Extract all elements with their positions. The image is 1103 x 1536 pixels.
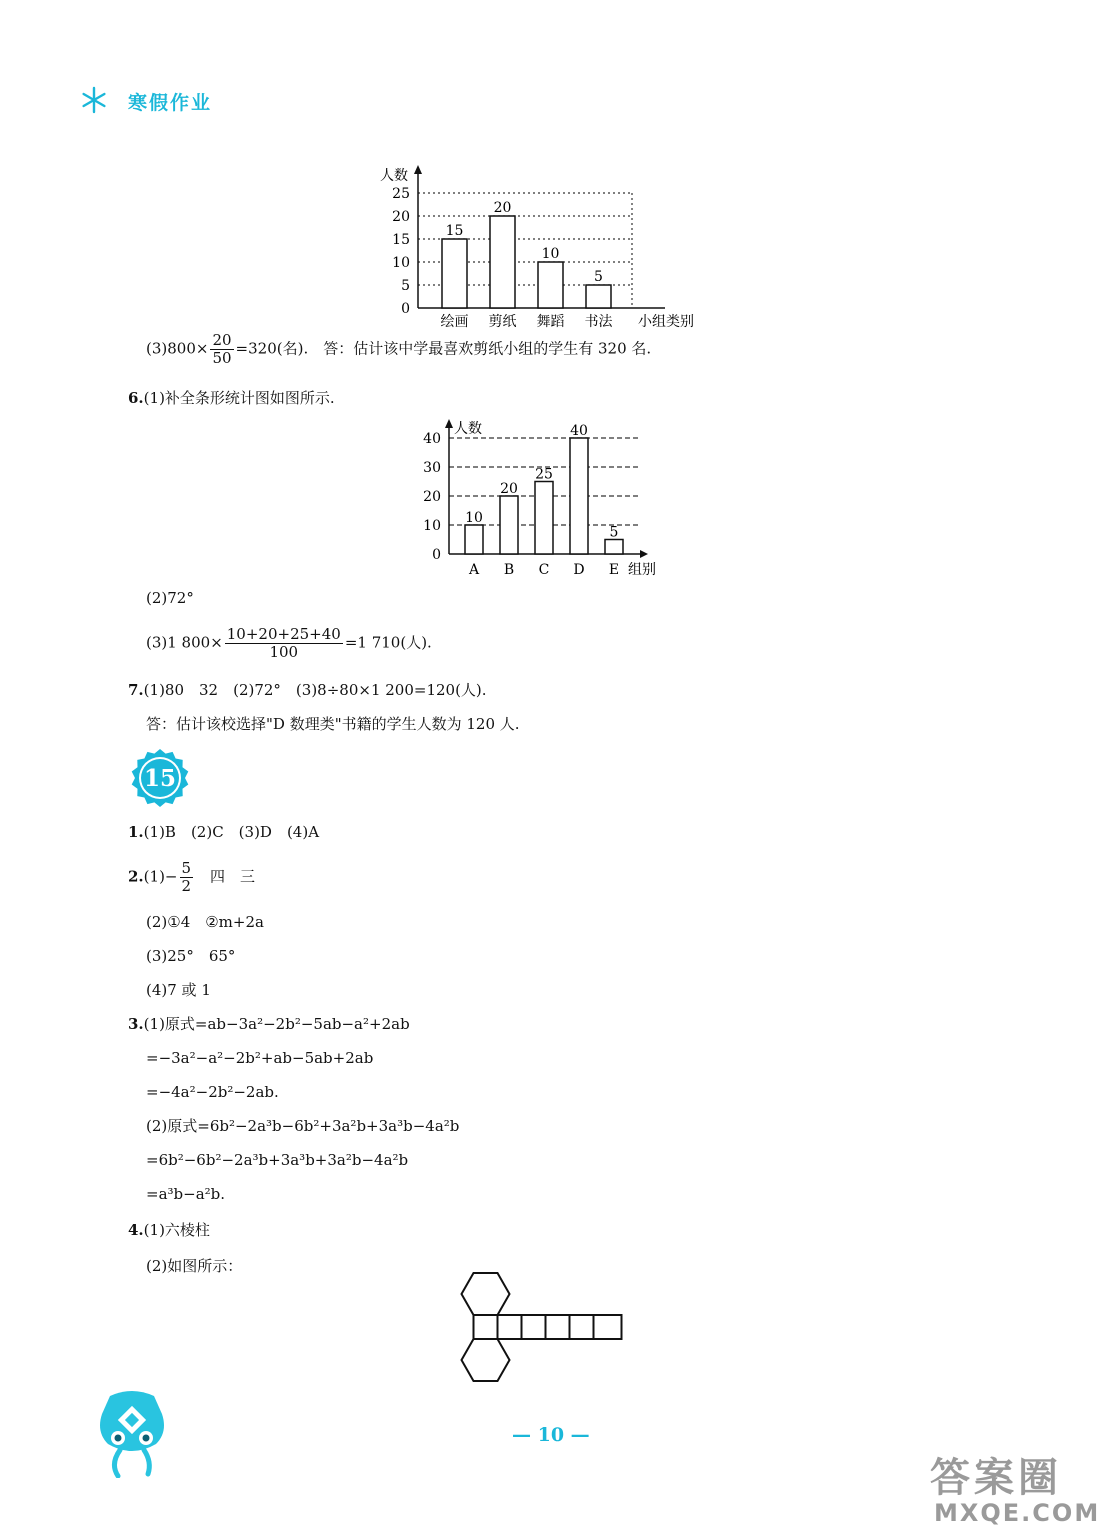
bar-value-label: 20 [500, 481, 518, 497]
q6-part1 [128, 388, 335, 408]
fraction-denominator: 50 [212, 349, 232, 367]
top-hexagon [462, 1273, 510, 1315]
x-category-label: 书法 [584, 314, 613, 330]
fraction-numerator: 5 [181, 859, 192, 877]
bar-value-label: 40 [570, 423, 588, 439]
y-axis-arrow [445, 419, 453, 428]
x-axis-title: 组别 [628, 562, 656, 578]
x-category-label: 绘画 [440, 314, 469, 330]
q6-part3-answer: =1 710(人). [344, 633, 432, 652]
q5-part3 [146, 332, 651, 367]
bar-chart-interest-groups [360, 160, 720, 335]
bar [570, 438, 588, 554]
fraction-numerator: 10+20+25+40 [226, 625, 341, 643]
q5-part3-prefix: (3)800× [146, 339, 209, 358]
fraction-denominator: 2 [181, 877, 192, 895]
lateral-face [546, 1315, 570, 1339]
s3-line5: =6b²−6b²−2a³b+3a³b+3a²b−4a²b [146, 1151, 409, 1169]
y-tick-label: 40 [423, 431, 441, 447]
y-tick-label: 30 [423, 460, 441, 476]
bar [442, 239, 467, 308]
q7-line1 [128, 680, 487, 700]
s3-line3: =−4a²−2b²−2ab. [146, 1083, 279, 1101]
bar [586, 285, 611, 308]
bar-chart-groups [410, 418, 680, 580]
x-category-label: D [573, 562, 585, 578]
y-axis-title: 人数 [380, 168, 408, 184]
s2-part1-prefix: (1)− [143, 867, 178, 886]
bar [605, 540, 623, 555]
y-tick-label: 0 [401, 301, 410, 317]
bar-value-label: 5 [594, 269, 603, 285]
bar [535, 482, 553, 555]
lantern-mascot-icon [96, 1388, 168, 1482]
x-axis-arrow [640, 550, 648, 558]
y-tick-label: 20 [392, 209, 410, 225]
s4-part1 [128, 1220, 210, 1240]
watermark [930, 1446, 1100, 1527]
bar [500, 496, 518, 554]
bar [465, 525, 483, 554]
fraction-denominator: 100 [269, 643, 299, 661]
y-axis-arrow [414, 165, 422, 174]
q6-part3-prefix: (3)1 800× [146, 633, 223, 652]
question-number: 7. [128, 681, 144, 699]
fraction-numerator: 20 [212, 331, 232, 349]
q7-line2: 答：估计该校选择"D 数理类"书籍的学生人数为 120 人. [146, 715, 520, 733]
lateral-face [474, 1315, 498, 1339]
snowflake-icon [80, 86, 108, 118]
lateral-face [522, 1315, 546, 1339]
bar-value-label: 10 [541, 246, 560, 262]
question-number: 4. [128, 1221, 144, 1239]
bar [538, 262, 563, 308]
x-category-label: E [608, 562, 620, 578]
question-number: 6. [128, 389, 144, 407]
s3-line1-text: (1)原式=ab−3a²−2b²−5ab−a²+2ab [143, 1015, 410, 1033]
x-category-label: A [468, 562, 480, 578]
q5-part3-answer: =320(名). 答：估计该中学最喜欢剪纸小组的学生有 320 名. [235, 339, 652, 358]
hexagonal-prism-net-shapes [455, 1268, 635, 1390]
y-tick-label: 10 [392, 255, 410, 271]
x-axis-title: 小组类别 [638, 314, 694, 330]
bar-value-label: 5 [609, 524, 619, 541]
x-category-label: 剪纸 [488, 314, 517, 330]
y-tick-label: 5 [401, 278, 410, 294]
chart2-plot [423, 419, 656, 578]
watermark-url: MXQE.COM [934, 1499, 1101, 1527]
y-tick-label: 10 [423, 518, 441, 534]
lateral-face [498, 1315, 522, 1339]
s3-line1 [128, 1014, 410, 1034]
s2-part2: (2)①4 ②m+2a [146, 913, 264, 931]
x-category-label: C [538, 562, 550, 578]
chart1-plot [380, 165, 694, 330]
lateral-face [570, 1315, 594, 1339]
y-tick-label: 25 [392, 186, 410, 202]
fraction [210, 332, 233, 367]
section-number: 15 [143, 765, 177, 792]
x-category-label: B [503, 562, 515, 578]
y-tick-label: 15 [392, 232, 410, 248]
bar [490, 216, 515, 308]
s2-part1-answer: 四 三 [195, 867, 256, 886]
q6-part3 [146, 626, 432, 661]
bar-value-label: 25 [535, 466, 553, 483]
y-tick-label: 0 [432, 547, 441, 563]
fraction [225, 626, 343, 661]
lateral-face [594, 1315, 622, 1339]
bottom-hexagon [462, 1339, 510, 1381]
y-axis-title: 人数 [454, 421, 482, 437]
question-number: 2. [128, 867, 144, 886]
s2-part1 [128, 860, 255, 895]
q6-part2: (2)72° [146, 589, 194, 607]
fraction [180, 860, 194, 895]
section-badge [130, 748, 190, 812]
s2-part4: (4)7 或 1 [146, 981, 211, 999]
question-number: 3. [128, 1015, 144, 1033]
q7-line1-text: (1)80 32 (2)72° (3)8÷80×1 200=120(人). [143, 681, 487, 699]
s4-part1-text: (1)六棱柱 [143, 1221, 210, 1239]
s3-line6: =a³b−a²b. [146, 1185, 226, 1203]
s2-part3: (3)25° 65° [146, 947, 236, 965]
s1-text: (1)B (2)C (3)D (4)A [143, 823, 320, 841]
bar-value-label: 20 [493, 200, 512, 216]
s3-line4: (2)原式=6b²−2a³b−6b²+3a²b+3a³b−4a²b [146, 1117, 460, 1135]
page-number: — 10 — [512, 1424, 590, 1446]
y-tick-label: 20 [423, 489, 441, 505]
q6-part1-text: (1)补全条形统计图如图所示. [143, 389, 335, 407]
question-number: 1. [128, 823, 144, 841]
x-category-label: 舞蹈 [536, 314, 565, 330]
header-title: 寒假作业 [128, 92, 213, 114]
watermark-logo: 答案圈 [930, 1455, 1062, 1501]
s3-line2: =−3a²−a²−2b²+ab−5ab+2ab [146, 1049, 374, 1067]
s4-part2: (2)如图所示： [146, 1257, 243, 1275]
s1 [128, 822, 319, 842]
bar-value-label: 10 [465, 510, 483, 526]
bar-value-label: 15 [445, 223, 464, 239]
